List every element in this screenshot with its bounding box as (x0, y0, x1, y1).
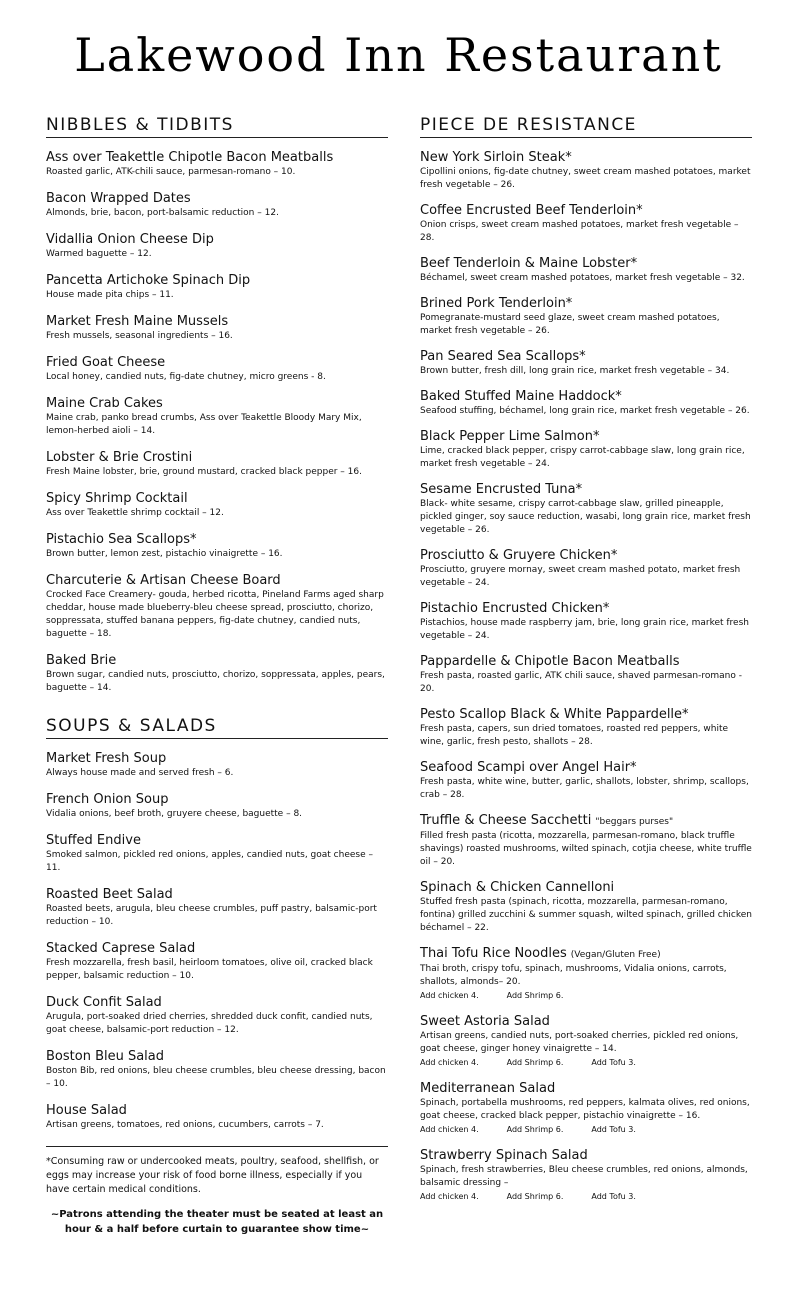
menu-item (46, 941, 388, 983)
menu-item (420, 946, 752, 1003)
menu-item-description: Fresh pasta, roasted garlic, ATK chili sauce, shaved parmesan-romano - 20. (420, 671, 742, 694)
menu-item-tag: "beggars purses" (595, 817, 674, 827)
menu-item (46, 314, 388, 343)
addon-option: Add Shrimp 6. (506, 1058, 564, 1067)
menu-item-description: Filled fresh pasta (ricotta, mozzarella, parmesan-romano, black truffle shavings) roasted mushrooms, wilted spinach, cotjia cheese, white truffle oil – 20. (420, 831, 752, 867)
menu-item-name (46, 191, 388, 207)
menu-item-name-text: New York Sirloin Steak* (420, 150, 572, 165)
menu-item (420, 150, 752, 192)
menu-item-name-text: Pappardelle & Chipotle Bacon Meatballs (420, 654, 680, 669)
addon-option: Add chicken 4. (420, 1192, 479, 1201)
menu-item-name (46, 532, 388, 548)
menu-item-name-text: French Onion Soup (46, 792, 169, 807)
menu-item-name (420, 1014, 752, 1030)
menu-item-description: Brown butter, lemon zest, pistachio vinaigrette – 16. (46, 549, 283, 559)
menu-item-name-text: Seafood Scampi over Angel Hair* (420, 760, 637, 775)
menu-item-name (46, 995, 388, 1011)
right-column (420, 112, 752, 1215)
menu-item-name-text: Market Fresh Soup (46, 751, 167, 766)
menu-item-name (420, 349, 752, 365)
menu-item-name (46, 355, 388, 371)
menu-item-description: Black- white sesame, crispy carrot-cabbage slaw, grilled pineapple, pickled ginger, soy sauce reduction, wasabi, long grain rice, market fresh vegetable – 26. (420, 499, 751, 535)
menu-item (420, 1014, 752, 1070)
menu-item (420, 813, 752, 869)
menu-item-addons (420, 1056, 752, 1070)
addon-option: Add Tofu 3. (591, 1125, 636, 1134)
menu-item (46, 573, 388, 641)
menu-item-name (420, 654, 752, 670)
menu-item-description: Arugula, port-soaked dried cherries, shredded duck confit, candied nuts, goat cheese, balsamic-port reduction – 12. (46, 1012, 373, 1035)
menu-item-name (420, 1081, 752, 1097)
menu-item-description: Fresh mozzarella, fresh basil, heirloom tomatoes, olive oil, cracked black pepper, balsamic reduction – 10. (46, 958, 373, 981)
addon-option: Add chicken 4. (420, 1125, 479, 1134)
menu-item-description: Roasted garlic, ATK-chili sauce, parmesan-romano – 10. (46, 167, 296, 177)
menu-item-name (420, 1148, 752, 1164)
menu-item-name (420, 389, 752, 405)
menu-item (420, 654, 752, 696)
menu-item-name-text: Truffle & Cheese Sacchetti (420, 813, 592, 828)
menu-item-name (46, 491, 388, 507)
menu-item-addons (420, 989, 752, 1003)
menu-item (420, 256, 752, 285)
menu-item-description: Béchamel, sweet cream mashed potatoes, market fresh vegetable – 32. (420, 273, 745, 283)
menu-item (420, 389, 752, 418)
soups-list (46, 751, 388, 1132)
menu-item-name (420, 880, 752, 896)
menu-item-name-text: Market Fresh Maine Mussels (46, 314, 229, 329)
menu-item (46, 491, 388, 520)
menu-item (420, 429, 752, 471)
menu-item-name-text: Ass over Teakettle Chipotle Bacon Meatballs (46, 150, 334, 165)
menu-item-name (46, 887, 388, 903)
menu-item-name-text: Baked Brie (46, 653, 117, 668)
menu-item-description: Ass over Teakettle shrimp cocktail – 12. (46, 508, 224, 518)
addon-option: Add Shrimp 6. (506, 1192, 564, 1201)
menu-item-description: Brown sugar, candied nuts, prosciutto, chorizo, soppressata, apples, pears, baguette – 14. (46, 670, 385, 693)
menu-item-description: Fresh pasta, white wine, butter, garlic, shallots, lobster, shrimp, scallops, crab – 28. (420, 777, 749, 800)
addon-option: Add Shrimp 6. (506, 991, 564, 1000)
menu-item-description: Artisan greens, tomatoes, red onions, cucumbers, carrots – 7. (46, 1120, 324, 1130)
menu-item-name (46, 273, 388, 289)
menu-item-name-text: Stuffed Endive (46, 833, 141, 848)
menu-item-name-text: Coffee Encrusted Beef Tenderloin* (420, 203, 643, 218)
menu-item-name-text: Duck Confit Salad (46, 995, 162, 1010)
menu-item (420, 601, 752, 643)
menu-item-name-text: Sesame Encrusted Tuna* (420, 482, 583, 497)
restaurant-title: Lakewood Inn Restaurant (74, 28, 723, 82)
menu-item (46, 995, 388, 1037)
menu-item-name-text: Spicy Shrimp Cocktail (46, 491, 188, 506)
addon-option: Add chicken 4. (420, 991, 479, 1000)
menu-item-description: Local honey, candied nuts, fig-date chutney, micro greens - 8. (46, 372, 326, 382)
menu-item-name-text: Pesto Scallop Black & White Pappardelle* (420, 707, 689, 722)
menu-item-name-text: Charcuterie & Artisan Cheese Board (46, 573, 281, 588)
menu-item-name-text: Pistachio Encrusted Chicken* (420, 601, 610, 616)
menu-item (420, 482, 752, 537)
menu-item-name-text: Mediterranean Salad (420, 1081, 556, 1096)
menu-item-name (420, 548, 752, 564)
menu-item-description: Cipollini onions, fig-date chutney, sweet cream mashed potatoes, market fresh vegetable – 26. (420, 167, 751, 190)
menu-item-description: Always house made and served fresh – 6. (46, 768, 234, 778)
menu-item-name (46, 941, 388, 957)
nibbles-list (46, 150, 388, 695)
menu-item-name-text: Stacked Caprese Salad (46, 941, 196, 956)
menu-item-name (46, 150, 388, 166)
menu-item-name (46, 396, 388, 412)
menu-item-name (46, 1049, 388, 1065)
menu-item-name (420, 707, 752, 723)
menu-item-description: Seafood stuffing, béchamel, long grain rice, market fresh vegetable – 26. (420, 406, 750, 416)
menu-item-description: Artisan greens, candied nuts, port-soaked cherries, pickled red onions, goat cheese, ginger honey vinaigrette – 14. (420, 1031, 739, 1054)
menu-item (420, 880, 752, 935)
menu-item-name (46, 314, 388, 330)
menu-item (420, 1148, 752, 1204)
menu-item-name-text: Black Pepper Lime Salmon* (420, 429, 600, 444)
menu-item-name (46, 833, 388, 849)
menu-item-name (420, 946, 752, 963)
left-column (46, 112, 388, 1237)
menu-item-description: Crocked Face Creamery- gouda, herbed ricotta, Pineland Farms aged sharp cheddar, house made blueberry-bleu cheese spread, prosciutto, chorizo, soppressata, stuffed banana peppers, fig-date chutney, candied nuts, baguette – 18. (46, 590, 384, 639)
menu-item (46, 232, 388, 261)
divider (46, 1146, 388, 1147)
menu-item-name (46, 573, 388, 589)
menu-item-name (420, 429, 752, 445)
menu-item-description: Fresh pasta, capers, sun dried tomatoes, roasted red peppers, white wine, garlic, fresh pesto, shallots – 28. (420, 724, 729, 747)
menu-item-name (420, 203, 752, 219)
menu-item (420, 203, 752, 245)
menu-item (420, 296, 752, 338)
menu-item-name-text: Beef Tenderloin & Maine Lobster* (420, 256, 638, 271)
menu-item-description: Prosciutto, gruyere mornay, sweet cream mashed potato, market fresh vegetable – 24. (420, 565, 741, 588)
menu-item (46, 887, 388, 929)
menu-item-addons (420, 1123, 752, 1137)
menu-item (46, 792, 388, 821)
menu-item (46, 1103, 388, 1132)
menu-item-name-text: Pistachio Sea Scallops* (46, 532, 197, 547)
menu-item-name-text: House Salad (46, 1103, 127, 1118)
menu-item (46, 532, 388, 561)
menu-item-name (46, 1103, 388, 1119)
menu-item-name-text: Baked Stuffed Maine Haddock* (420, 389, 622, 404)
menu-item-description: Smoked salmon, pickled red onions, apples, candied nuts, goat cheese – 11. (46, 850, 373, 873)
menu-item-description: Thai broth, crispy tofu, spinach, mushrooms, Vidalia onions, carrots, shallots, almonds– 20. (420, 964, 727, 987)
menu-item-name-text: Sweet Astoria Salad (420, 1014, 550, 1029)
menu-item (46, 355, 388, 384)
menu-item-name (420, 482, 752, 498)
addon-option: Add Tofu 3. (591, 1192, 636, 1201)
menu-item-description: Warmed baguette – 12. (46, 249, 152, 259)
section-heading-soups: SOUPS & SALADS (46, 713, 388, 739)
menu-item-name (420, 150, 752, 166)
mains-list (420, 150, 752, 1204)
menu-item-description: Onion crisps, sweet cream mashed potatoes, market fresh vegetable – 28. (420, 220, 739, 243)
menu-item-description: Fresh Maine lobster, brie, ground mustard, cracked black pepper – 16. (46, 467, 362, 477)
menu-item-tag: (Vegan/Gluten Free) (570, 950, 661, 960)
menu-item (46, 191, 388, 220)
menu-item (46, 653, 388, 695)
menu-item-name-text: Spinach & Chicken Cannelloni (420, 880, 615, 895)
menu-item (46, 751, 388, 780)
menu-item (420, 707, 752, 749)
menu-item-description: Pomegranate-mustard seed glaze, sweet cream mashed potatoes, market fresh vegetable – 26. (420, 313, 720, 336)
menu-item-name (420, 256, 752, 272)
addon-option: Add Tofu 3. (591, 1058, 636, 1067)
menu-item-name-text: Pancetta Artichoke Spinach Dip (46, 273, 251, 288)
menu-item-description: Spinach, fresh strawberries, Bleu cheese crumbles, red onions, almonds, balsamic dressing – (420, 1165, 748, 1188)
menu-item-name (420, 601, 752, 617)
section-heading-mains: PIECE DE RESISTANCE (420, 112, 752, 138)
addon-option: Add Shrimp 6. (506, 1125, 564, 1134)
theater-note: ~Patrons attending the theater must be seated at least an hour & a half before curtain to guarantee show time~ (50, 1209, 384, 1235)
menu-item-name-text: Pan Seared Sea Scallops* (420, 349, 586, 364)
menu-item-name (46, 653, 388, 669)
menu-item (46, 150, 388, 179)
menu-item-description: Lime, cracked black pepper, crispy carrot-cabbage slaw, long grain rice, market fresh vegetable – 24. (420, 446, 745, 469)
menu-item-name-text: Brined Pork Tenderloin* (420, 296, 573, 311)
menu-item-name (46, 450, 388, 466)
menu-item-name (420, 760, 752, 776)
menu-item (46, 833, 388, 875)
menu-item-description: Maine crab, panko bread crumbs, Ass over Teakettle Bloody Mary Mix, lemon-herbed aioli – 14. (46, 413, 362, 436)
menu-item-name (46, 751, 388, 767)
menu-item-name-text: Lobster & Brie Crostini (46, 450, 193, 465)
menu-item-name-text: Strawberry Spinach Salad (420, 1148, 588, 1163)
food-safety-note: *Consuming raw or undercooked meats, poultry, seafood, shellfish, or eggs may increase your risk of food borne illness, especially if you have certain medical conditions. (46, 1156, 379, 1195)
menu-item-name-text: Thai Tofu Rice Noodles (420, 946, 567, 961)
menu-item (420, 548, 752, 590)
menu-item-description: Fresh mussels, seasonal ingredients – 16. (46, 331, 233, 341)
menu-item-description: Vidalia onions, beef broth, gruyere cheese, baguette – 8. (46, 809, 303, 819)
menu-item (46, 273, 388, 302)
section-heading-nibbles: NIBBLES & TIDBITS (46, 112, 388, 138)
menu-item-name-text: Fried Goat Cheese (46, 355, 166, 370)
menu-item (420, 1081, 752, 1137)
menu-item-name (46, 792, 388, 808)
menu-item (46, 450, 388, 479)
menu-item-name-text: Maine Crab Cakes (46, 396, 163, 411)
menu-item-addons (420, 1190, 752, 1204)
menu-item-name-text: Roasted Beet Salad (46, 887, 173, 902)
menu-item-description: House made pita chips – 11. (46, 290, 174, 300)
addon-option: Add chicken 4. (420, 1058, 479, 1067)
menu-item-description: Roasted beets, arugula, bleu cheese crumbles, puff pastry, balsamic-port reduction – 10. (46, 904, 377, 927)
menu-item-description: Spinach, portabella mushrooms, red peppers, kalmata olives, red onions, goat cheese, cracked black pepper, pistachio vinaigrette – 16. (420, 1098, 750, 1121)
menu-item-name-text: Boston Bleu Salad (46, 1049, 165, 1064)
menu-item-description: Pistachios, house made raspberry jam, brie, long grain rice, market fresh vegetable – 24. (420, 618, 749, 641)
menu-item (46, 396, 388, 438)
menu-item (46, 1049, 388, 1091)
menu-item-description: Boston Bib, red onions, bleu cheese crumbles, bleu cheese dressing, bacon – 10. (46, 1066, 386, 1089)
menu-item-description: Almonds, brie, bacon, port-balsamic reduction – 12. (46, 208, 279, 218)
menu-item (420, 349, 752, 378)
menu-item-name-text: Prosciutto & Gruyere Chicken* (420, 548, 618, 563)
menu-item-name (46, 232, 388, 248)
menu-item-name (420, 813, 752, 830)
menu-item-name-text: Bacon Wrapped Dates (46, 191, 191, 206)
menu-item-name (420, 296, 752, 312)
menu-item-description: Brown butter, fresh dill, long grain rice, market fresh vegetable – 34. (420, 366, 730, 376)
menu-item (420, 760, 752, 802)
menu-item-description: Stuffed fresh pasta (spinach, ricotta, mozzarella, parmesan-romano, fontina) grilled zucchini & summer squash, wilted spinach, grilled chicken béchamel – 22. (420, 897, 753, 933)
menu-item-name-text: Vidallia Onion Cheese Dip (46, 232, 214, 247)
